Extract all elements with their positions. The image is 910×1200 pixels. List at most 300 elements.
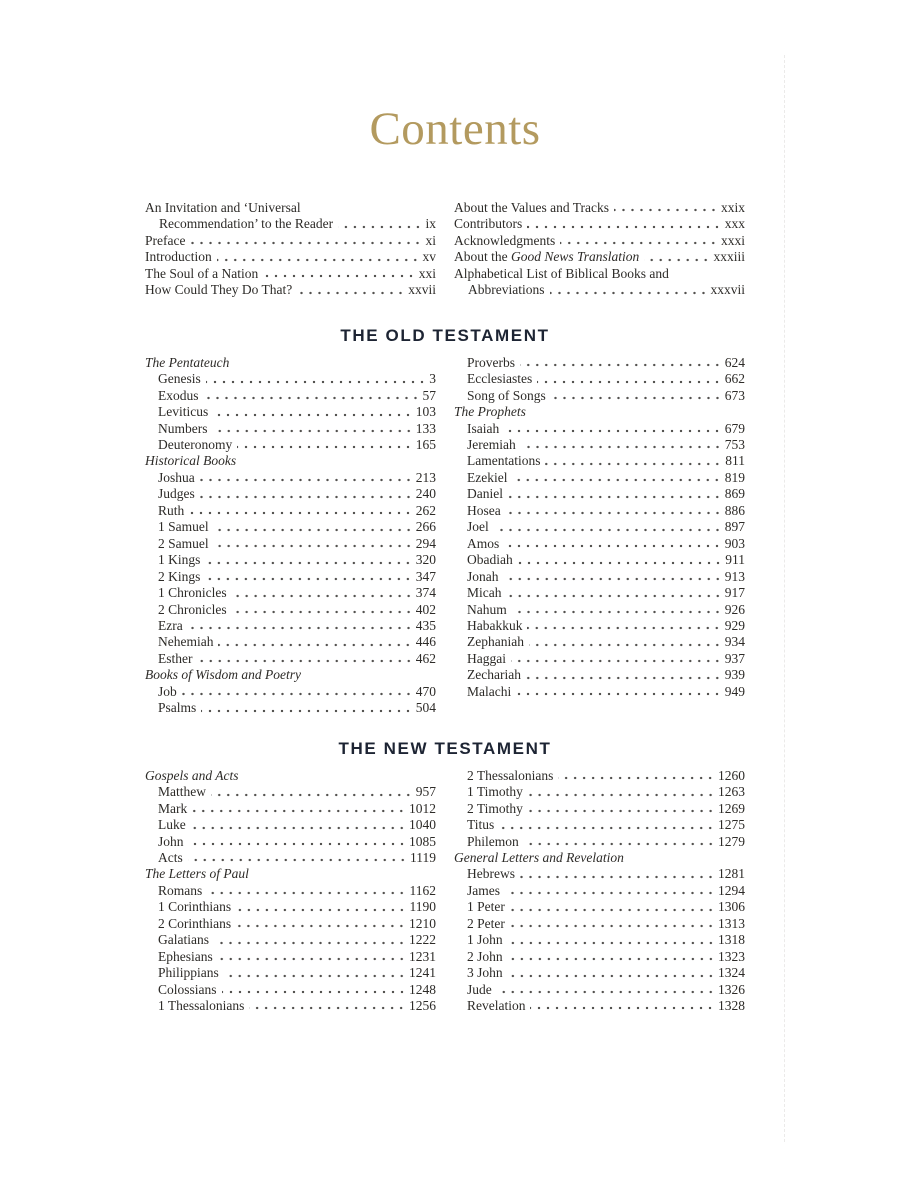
toc-entry (454, 470, 745, 486)
toc-entry-label: Contributors (454, 216, 523, 232)
page-number: 294 (415, 535, 436, 551)
toc-entry-label: Amos (467, 535, 500, 551)
dot-leader (190, 233, 422, 249)
toc-entry-label: 2 Peter (467, 915, 505, 931)
dot-leader (338, 216, 422, 232)
page-number: 903 (724, 535, 745, 551)
dot-leader (214, 536, 413, 552)
toc-entry-label: How Could They Do That? (145, 282, 293, 298)
toc-entry-label: Ezekiel (467, 469, 508, 485)
toc-entry-label: Micah (467, 585, 502, 601)
dot-leader (508, 932, 715, 948)
toc-entry (145, 569, 436, 585)
page-number: 1119 (410, 849, 436, 865)
toc-entry-label: Genesis (158, 371, 201, 387)
new-testament-heading: THE NEW TESTAMENT (338, 738, 552, 758)
toc-entry-label: About the Values and Tracks (454, 200, 609, 215)
dot-leader (201, 700, 412, 716)
dot-leader (520, 866, 715, 882)
toc-entry (454, 651, 745, 667)
toc-entry-label: Jude (467, 981, 492, 997)
toc-entry-label: Mark (158, 800, 188, 816)
toc-entry (145, 651, 436, 667)
dot-leader (508, 965, 715, 981)
toc-entry-label: Jeremiah (467, 436, 516, 452)
dot-leader (518, 552, 723, 568)
old-testament-left-column (145, 355, 436, 717)
toc-entry (145, 801, 436, 817)
page-number: 957 (415, 784, 436, 800)
toc-section-label (454, 850, 745, 866)
dot-leader (550, 282, 708, 298)
page-number: 374 (415, 585, 436, 601)
front-matter-left-column (145, 200, 436, 299)
dot-leader (188, 618, 413, 634)
toc-entry-label: An Invitation and ‘Universal (145, 200, 301, 215)
toc-entry-label: Daniel (467, 486, 503, 502)
dot-leader (504, 421, 722, 437)
toc-entry-label: 1 Thessalonians (158, 998, 245, 1014)
dot-leader (232, 602, 413, 618)
dot-leader (508, 949, 715, 965)
toc-entry (454, 768, 745, 784)
dot-leader (507, 585, 722, 601)
dot-leader (213, 404, 413, 420)
toc-entry (454, 569, 745, 585)
dot-leader (511, 651, 722, 667)
page-number: xv (422, 249, 436, 265)
toc-entry-label: Nahum (467, 601, 507, 617)
toc-section-label (145, 667, 436, 683)
dot-leader (499, 817, 715, 833)
toc-entry-label: Habakkuk (467, 617, 523, 633)
dot-leader (192, 801, 406, 817)
toc-entry (454, 519, 745, 535)
dot-leader (249, 998, 406, 1014)
page-number: xxxiii (713, 249, 745, 265)
page-title: Contents (369, 103, 541, 155)
toc-entry-label: 1 Peter (467, 899, 505, 915)
toc-entry-label: 2 Timothy (467, 800, 523, 816)
toc-entry (454, 784, 745, 800)
page-number: 1256 (409, 998, 436, 1014)
page-number: 934 (724, 634, 745, 650)
toc-entry-label: Psalms (158, 700, 197, 716)
toc-entry-label: Lamentations (467, 453, 541, 469)
toc-entry (145, 486, 436, 502)
dot-leader (512, 602, 722, 618)
page-number: 673 (724, 387, 745, 403)
toc-entry (454, 916, 745, 932)
toc-entry-label: Exodus (158, 387, 199, 403)
dot-leader (205, 552, 412, 568)
toc-entry (454, 834, 745, 850)
dot-leader (527, 216, 721, 232)
dot-leader (236, 899, 406, 915)
toc-section-label (145, 768, 436, 784)
toc-entry (145, 585, 436, 601)
toc-entry (145, 784, 436, 800)
page-edge-line (784, 55, 785, 1142)
toc-entry-label: Ephesians (158, 948, 213, 964)
page-number: 1328 (718, 998, 745, 1014)
dot-leader (213, 421, 413, 437)
dot-leader (237, 437, 413, 453)
toc-entry-label: Colossians (158, 981, 217, 997)
toc-entry-label: 2 Samuel (158, 535, 209, 551)
toc-entry (454, 249, 745, 265)
page-number: 402 (415, 601, 436, 617)
page-number: 1279 (718, 833, 745, 849)
toc-entry (145, 932, 436, 948)
toc-entry (454, 883, 745, 899)
toc-entry-label: Luke (158, 817, 186, 833)
toc-entry (454, 801, 745, 817)
toc-entry (145, 998, 436, 1014)
dot-leader (297, 282, 405, 298)
toc-entry (454, 817, 745, 833)
toc-entry-label: Romans (158, 882, 203, 898)
dot-leader (263, 266, 416, 282)
toc-entry-label: Nehemiah (158, 634, 214, 650)
toc-entry (145, 899, 436, 915)
page-number: 1231 (409, 948, 436, 964)
dot-leader (232, 585, 413, 601)
toc-entry (454, 503, 745, 519)
toc-entry-label: Job (158, 683, 177, 699)
page-number: 926 (724, 601, 745, 617)
toc-entry (454, 634, 745, 650)
dot-leader (510, 916, 715, 932)
front-matter-right-column (454, 200, 745, 299)
dot-leader (205, 569, 412, 585)
page-number: ix (425, 216, 436, 232)
toc-entry (145, 916, 436, 932)
toc-entry (145, 282, 436, 298)
toc-entry-label: Abbreviations (468, 282, 545, 298)
toc-entry-label: Ruth (158, 502, 185, 518)
toc-entry-label: Song of Songs (467, 387, 546, 403)
toc-entry-label: Isaiah (467, 420, 500, 436)
toc-entry (145, 388, 436, 404)
page-number: 1263 (718, 784, 745, 800)
toc-entry-label: Esther (158, 650, 193, 666)
toc-section-label-text: The Letters of Paul (145, 866, 249, 882)
page-number: 266 (415, 519, 436, 535)
toc-entry-label: 2 Thessalonians (467, 767, 554, 783)
page-number: 1281 (718, 866, 745, 882)
toc-entry (454, 421, 745, 437)
toc-entry (145, 519, 436, 535)
page-number: 504 (415, 700, 436, 716)
toc-entry-label: 1 Chronicles (158, 585, 227, 601)
toc-entry-label: John (158, 833, 184, 849)
toc-entry-label: Zephaniah (467, 634, 524, 650)
toc-entry-label: Joshua (158, 469, 195, 485)
page-number: 470 (415, 683, 436, 699)
toc-entry (145, 552, 436, 568)
toc-entry (145, 834, 436, 850)
dot-leader (217, 249, 420, 265)
dot-leader (545, 453, 722, 469)
toc-entry-label: 3 John (467, 965, 503, 981)
toc-entry-label: Hosea (467, 502, 501, 518)
page-number: 917 (724, 585, 745, 601)
toc-entry (145, 536, 436, 552)
old-testament-right-column (454, 355, 745, 717)
page-number: 240 (415, 486, 436, 502)
dot-leader (211, 784, 413, 800)
toc-section-label (145, 453, 436, 469)
dot-leader (236, 916, 406, 932)
page-number: 1260 (718, 767, 745, 783)
page-number: 1326 (718, 981, 745, 997)
toc-entry (145, 249, 436, 265)
toc-entry-label: Alphabetical List of Biblical Books and (454, 265, 669, 281)
page-number: xxix (720, 200, 745, 215)
dot-leader (222, 982, 406, 998)
toc-entry (145, 421, 436, 437)
toc-entry-label: Matthew (158, 784, 206, 800)
dot-leader (200, 470, 413, 486)
page-number: 1085 (409, 833, 436, 849)
page-number: 347 (415, 568, 436, 584)
toc-entry (454, 684, 745, 700)
toc-entry (454, 602, 745, 618)
page-number: 819 (724, 469, 745, 485)
toc-entry (454, 388, 745, 404)
page-number: 897 (724, 519, 745, 535)
dot-leader (516, 684, 722, 700)
page-number: 1313 (718, 915, 745, 931)
toc-section-label-text: Historical Books (145, 453, 237, 469)
new-testament-left-column (145, 768, 436, 1015)
page-number: xxvii (408, 282, 436, 298)
toc-entry (145, 949, 436, 965)
toc-entry (145, 817, 436, 833)
toc-entry (145, 470, 436, 486)
dot-leader (537, 371, 722, 387)
page-number: 949 (724, 683, 745, 699)
toc-section-label-text: The Pentateuch (145, 354, 230, 370)
toc-entry-label: Obadiah (467, 552, 513, 568)
page-number: xxi (418, 265, 436, 281)
page-number: 1012 (409, 800, 436, 816)
toc-entry-label: Numbers (158, 420, 208, 436)
dot-leader (614, 200, 718, 216)
toc-entry-label: Malachi (467, 683, 512, 699)
dot-leader (494, 519, 722, 535)
toc-entry (454, 355, 745, 371)
page-number: 1190 (409, 899, 436, 915)
page-number: 1324 (718, 965, 745, 981)
old-testament-heading: THE OLD TESTAMENT (340, 325, 550, 345)
page-number: 811 (725, 453, 745, 469)
dot-leader (529, 634, 722, 650)
dot-leader (198, 651, 413, 667)
toc-entry-label: Titus (467, 817, 495, 833)
page-number: 213 (415, 469, 436, 485)
toc-entry-label: Haggai (467, 650, 506, 666)
dot-leader (504, 536, 721, 552)
dot-leader (224, 965, 406, 981)
toc-entry (145, 503, 436, 519)
toc-entry-label: Jonah (467, 568, 499, 584)
toc-entry-label: Acknowledgments (454, 232, 556, 248)
dot-leader (497, 982, 715, 998)
page-number: 1269 (718, 800, 745, 816)
page-number: 1323 (718, 948, 745, 964)
page-number: 869 (724, 486, 745, 502)
toc-entry-label: Joel (467, 519, 489, 535)
page-number: 1275 (718, 817, 745, 833)
toc-entry-label: Preface (145, 232, 186, 248)
page-number: 133 (415, 420, 436, 436)
dot-leader (528, 784, 715, 800)
page-number: 753 (724, 436, 745, 452)
page-number: 3 (429, 371, 436, 387)
page-number: xxxi (720, 232, 745, 248)
toc-entry-label: Leviticus (158, 404, 209, 420)
toc-entry-label: Hebrews (467, 866, 515, 882)
new-testament-section (145, 768, 745, 1015)
dot-leader (558, 768, 715, 784)
toc-entry-label: Recommendation’ to the Reader (159, 216, 334, 232)
page-number: 886 (724, 502, 745, 518)
toc-entry (454, 998, 745, 1014)
page-number: 1162 (409, 882, 436, 898)
toc-entry (145, 404, 436, 420)
toc-entry (145, 216, 436, 232)
dot-leader (218, 949, 406, 965)
toc-entry (454, 982, 745, 998)
toc-entry-label: About the Good News Translation (454, 249, 640, 265)
dot-leader (551, 388, 722, 404)
page-number: 1294 (718, 882, 745, 898)
dot-leader (218, 634, 412, 650)
dot-leader (526, 667, 722, 683)
page-number: 103 (415, 404, 436, 420)
new-testament-right-column (454, 768, 745, 1015)
dot-leader (188, 850, 407, 866)
contents-body (145, 200, 745, 1014)
page-number: 1210 (409, 915, 436, 931)
page-number: xxxvii (710, 282, 745, 298)
toc-entry (454, 965, 745, 981)
toc-entry-label: Proverbs (467, 354, 515, 370)
dot-leader (206, 371, 427, 387)
toc-entry-label: 2 Kings (158, 568, 201, 584)
toc-entry (145, 371, 436, 387)
toc-section-label-text: The Prophets (454, 404, 526, 420)
toc-entry (454, 552, 745, 568)
toc-entry (454, 486, 745, 502)
page-number: 911 (725, 552, 745, 568)
page-number: 262 (415, 502, 436, 518)
toc-entry (454, 585, 745, 601)
page-number: 939 (724, 667, 745, 683)
dot-leader (191, 817, 406, 833)
dot-leader (189, 834, 406, 850)
toc-entry-label: Judges (158, 486, 195, 502)
toc-entry (454, 949, 745, 965)
toc-entry-label: 1 John (467, 932, 503, 948)
dot-leader (508, 486, 722, 502)
toc-entry (454, 371, 745, 387)
toc-section-label-text: Gospels and Acts (145, 767, 239, 783)
page-number: 913 (724, 568, 745, 584)
old-testament-section (145, 355, 745, 717)
page-number: 1241 (409, 965, 436, 981)
toc-entry-label: Introduction (145, 249, 212, 265)
toc-entry (145, 618, 436, 634)
toc-entry (145, 883, 436, 899)
dot-leader (644, 249, 710, 265)
toc-entry-first-line (454, 266, 745, 282)
toc-section-label-text: Books of Wisdom and Poetry (145, 667, 301, 683)
toc-section-label (145, 866, 436, 882)
dot-leader (505, 883, 715, 899)
dot-leader (520, 355, 722, 371)
toc-entry (145, 982, 436, 998)
dot-leader (207, 883, 406, 899)
dot-leader (527, 618, 721, 634)
toc-entry (145, 437, 436, 453)
toc-entry-label: The Soul of a Nation (145, 265, 259, 281)
toc-entry-label: Revelation (467, 998, 526, 1014)
toc-entry (454, 233, 745, 249)
dot-leader (504, 569, 722, 585)
front-matter-section (145, 200, 745, 299)
toc-entry-label: 1 Kings (158, 552, 201, 568)
page-number: 462 (415, 650, 436, 666)
toc-entry-label: Ecclesiastes (467, 371, 533, 387)
toc-entry-label: 2 Chronicles (158, 601, 227, 617)
dot-leader (214, 519, 413, 535)
toc-entry (145, 684, 436, 700)
toc-entry-label: 2 Corinthians (158, 915, 232, 931)
dot-leader (521, 437, 722, 453)
page-number: 1318 (718, 932, 745, 948)
toc-section-label (454, 404, 745, 420)
toc-entry (145, 634, 436, 650)
page-number: 1222 (409, 932, 436, 948)
page-number: 446 (415, 634, 436, 650)
toc-entry-label: Acts (158, 849, 183, 865)
dot-leader (182, 684, 413, 700)
toc-entry (454, 899, 745, 915)
dot-leader (528, 801, 715, 817)
toc-entry (454, 866, 745, 882)
toc-entry (454, 536, 745, 552)
toc-section-label (145, 355, 436, 371)
dot-leader (530, 998, 715, 1014)
page-number: 679 (724, 420, 745, 436)
toc-entry-label: 1 Samuel (158, 519, 209, 535)
page-number: 624 (724, 354, 745, 370)
toc-entry (145, 233, 436, 249)
page-number: 1306 (718, 899, 745, 915)
toc-entry (145, 965, 436, 981)
page-number: 435 (415, 617, 436, 633)
dot-leader (214, 932, 406, 948)
page-number: 320 (415, 552, 436, 568)
page-number: 1248 (409, 981, 436, 997)
toc-entry (454, 200, 745, 216)
toc-entry-label: Deuteronomy (158, 436, 233, 452)
toc-entry-label: 2 John (467, 948, 503, 964)
toc-entry (454, 667, 745, 683)
